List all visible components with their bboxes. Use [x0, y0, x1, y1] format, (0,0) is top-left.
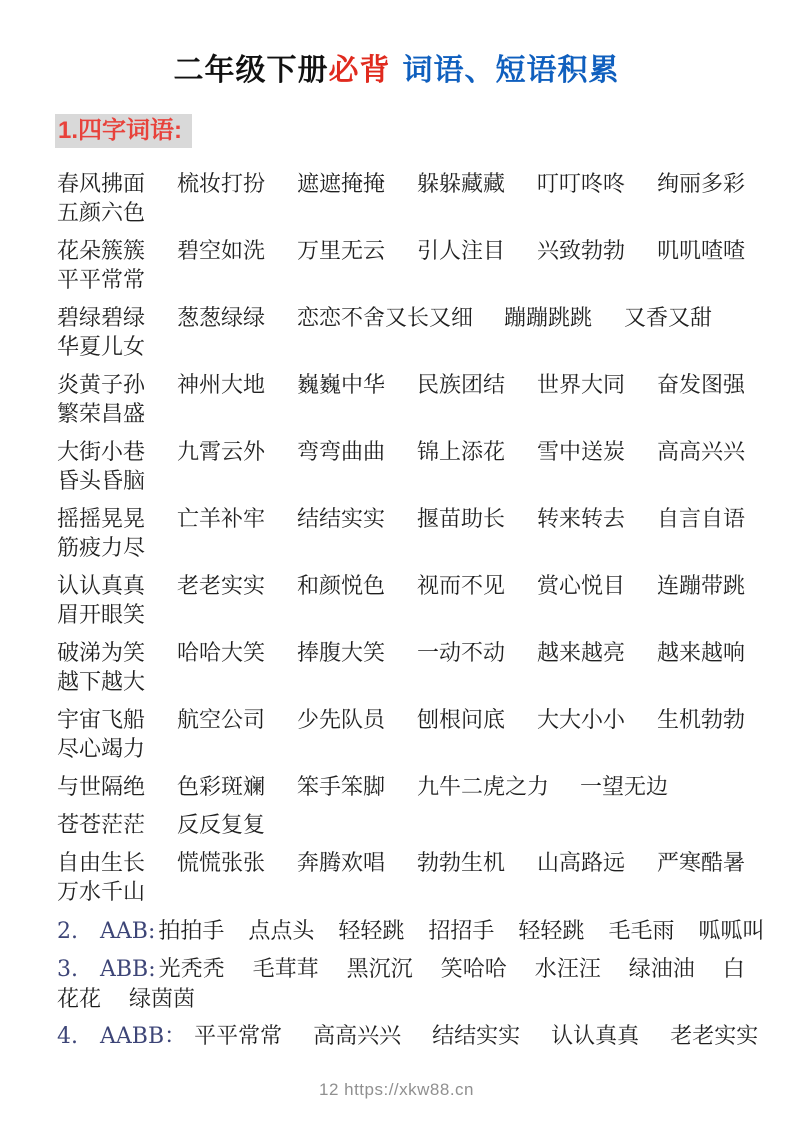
word-item: 结结实实 — [297, 506, 386, 531]
word-item: 高高兴兴 — [657, 439, 746, 464]
word-item: 赏心悦目 — [537, 573, 626, 598]
word-item: 勃勃生机 — [417, 850, 506, 875]
word-line — [57, 169, 793, 198]
word-item: 水汪汪 — [534, 956, 601, 981]
word-item: 转来转去 — [537, 506, 626, 531]
word-item: 尽心竭力 — [57, 736, 146, 761]
word-group — [57, 437, 793, 495]
title-part-grade: 二年级下册 — [173, 54, 329, 87]
word-item: 神州大地 — [177, 372, 266, 397]
word-item: 蹦蹦跳跳 — [504, 305, 593, 330]
word-item: 绿茵茵 — [129, 986, 196, 1011]
word-item: 点点头 — [248, 918, 315, 943]
word-item: 呱呱叫 — [698, 918, 765, 943]
pattern-line — [57, 916, 793, 946]
word-item: 一动不动 — [417, 640, 506, 665]
word-item: 摇摇晃晃 — [57, 506, 146, 531]
word-item: 招招手 — [428, 918, 495, 943]
word-item: 炎黄子孙 — [57, 372, 146, 397]
section-heading-row — [55, 114, 793, 148]
word-item: 和颜悦色 — [297, 573, 386, 598]
word-group — [57, 236, 793, 294]
word-group — [57, 638, 793, 696]
pattern-number: 4. — [57, 1024, 78, 1049]
word-line — [57, 370, 793, 399]
word-line — [57, 705, 793, 734]
word-item: 绿油油 — [628, 956, 695, 981]
word-line — [57, 198, 793, 227]
word-item: 轻轻跳 — [338, 918, 405, 943]
word-item: 九牛二虎之力 — [417, 774, 550, 799]
four-char-word-list — [57, 169, 793, 906]
title-part-must-memorize: 必背 — [328, 54, 391, 87]
word-item: 世界大同 — [537, 372, 626, 397]
word-item: 破涕为笑 — [57, 640, 146, 665]
pattern-number: 2. — [57, 919, 78, 944]
word-item: 五颜六色 — [57, 200, 146, 225]
word-group — [57, 772, 793, 801]
word-item: 自言自语 — [657, 506, 746, 531]
word-group — [57, 504, 793, 562]
word-item: 反反复复 — [177, 812, 266, 837]
word-item: 高高兴兴 — [313, 1023, 402, 1048]
word-group — [57, 848, 793, 906]
word-item: 越来越亮 — [537, 640, 626, 665]
word-item: 毛毛雨 — [608, 918, 675, 943]
word-item: 认认真真 — [551, 1023, 640, 1048]
word-item: 眉开眼笑 — [57, 602, 146, 627]
word-item: 苍苍茫茫 — [57, 812, 146, 837]
word-item: 哈哈大笑 — [177, 640, 266, 665]
footer-text: 12 https://xkw88.cn — [318, 1080, 475, 1099]
word-item: 恋恋不舍又长又细 — [297, 305, 474, 330]
word-item: 山高路远 — [537, 850, 626, 875]
word-line — [57, 265, 793, 294]
word-item: 拍拍手 — [158, 918, 225, 943]
word-item: 引人注目 — [417, 238, 506, 263]
word-item: 捧腹大笑 — [297, 640, 386, 665]
word-item: 连蹦带跳 — [657, 573, 746, 598]
word-item: 弯弯曲曲 — [297, 439, 386, 464]
word-item: 少先队员 — [297, 707, 386, 732]
word-line — [57, 466, 793, 495]
word-item: 越下越大 — [57, 669, 146, 694]
pattern-section-aabb — [57, 1021, 793, 1051]
word-item: 华夏儿女 — [57, 334, 146, 359]
word-group — [57, 571, 793, 629]
word-line — [57, 877, 793, 906]
word-item: 碧空如洗 — [177, 238, 266, 263]
word-line — [57, 533, 793, 562]
word-item: 认认真真 — [57, 573, 146, 598]
word-line — [57, 437, 793, 466]
word-item: 兴致勃勃 — [537, 238, 626, 263]
word-item: 叽叽喳喳 — [657, 238, 746, 263]
word-item: 又香又甜 — [624, 305, 713, 330]
word-item: 与世隔绝 — [57, 774, 146, 799]
word-item: 大街小巷 — [57, 439, 146, 464]
section-heading-four-char-words: 1.四字词语: — [55, 114, 192, 148]
word-line — [57, 667, 793, 696]
word-item: 万里无云 — [297, 238, 386, 263]
word-item: 春风拂面 — [57, 171, 146, 196]
word-item: 白 — [722, 956, 745, 981]
pattern-sections — [57, 916, 793, 1051]
word-line — [57, 504, 793, 533]
word-item: 梳妆打扮 — [177, 171, 266, 196]
page-title — [0, 0, 793, 90]
word-item: 航空公司 — [177, 707, 266, 732]
word-item: 笑哈哈 — [440, 956, 507, 981]
word-item: 毛茸茸 — [252, 956, 319, 981]
pattern-line — [57, 1021, 793, 1051]
word-item: 色彩斑斓 — [177, 774, 266, 799]
word-group — [57, 705, 793, 763]
word-line — [57, 236, 793, 265]
word-item: 一望无边 — [580, 774, 669, 799]
pattern-label: ABB: — [100, 957, 156, 982]
word-item: 刨根问底 — [417, 707, 506, 732]
word-item: 民族团结 — [417, 372, 506, 397]
word-item: 生机勃勃 — [657, 707, 746, 732]
word-item: 碧绿碧绿 — [57, 305, 146, 330]
word-item: 巍巍中华 — [297, 372, 386, 397]
word-item: 平平常常 — [57, 267, 146, 292]
pattern-number: 3. — [57, 957, 78, 982]
title-part-words-phrases: 词语、短语积累 — [402, 54, 620, 87]
word-item: 光秃秃 — [158, 956, 225, 981]
word-item: 筋疲力尽 — [57, 535, 146, 560]
word-item: 昏头昏脑 — [57, 468, 146, 493]
page-footer — [0, 1080, 793, 1100]
word-line — [57, 399, 793, 428]
word-item: 叮叮咚咚 — [537, 171, 626, 196]
word-item: 越来越响 — [657, 640, 746, 665]
word-item: 万水千山 — [57, 879, 146, 904]
word-item: 躲躲藏藏 — [417, 171, 506, 196]
word-item: 遮遮掩掩 — [297, 171, 386, 196]
word-group — [57, 303, 793, 361]
word-line — [57, 571, 793, 600]
word-item: 亡羊补牢 — [177, 506, 266, 531]
word-item: 结结实实 — [432, 1023, 521, 1048]
pattern-section-abb — [57, 954, 793, 1013]
word-item: 绚丽多彩 — [657, 171, 746, 196]
word-item: 黑沉沉 — [346, 956, 413, 981]
word-item: 老老实实 — [670, 1023, 759, 1048]
word-line — [57, 848, 793, 877]
word-item: 锦上添花 — [417, 439, 506, 464]
word-item: 葱葱绿绿 — [177, 305, 266, 330]
word-item: 慌慌张张 — [177, 850, 266, 875]
word-item: 雪中送炭 — [537, 439, 626, 464]
word-item: 奔腾欢唱 — [297, 850, 386, 875]
word-item: 平平常常 — [194, 1023, 283, 1048]
word-item: 九霄云外 — [177, 439, 266, 464]
word-group — [57, 810, 793, 839]
word-item: 大大小小 — [537, 707, 626, 732]
word-line — [57, 772, 793, 801]
pattern-line — [57, 954, 793, 984]
pattern-label: AAB: — [100, 919, 156, 944]
word-item: 笨手笨脚 — [297, 774, 386, 799]
word-item: 花花 — [57, 986, 102, 1011]
word-line — [57, 332, 793, 361]
word-line — [57, 638, 793, 667]
word-line — [57, 810, 793, 839]
word-line — [57, 303, 793, 332]
pattern-label: AABB： — [100, 1024, 187, 1049]
word-line — [57, 600, 793, 629]
pattern-line — [57, 984, 793, 1013]
word-item: 视而不见 — [417, 573, 506, 598]
word-item: 花朵簇簇 — [57, 238, 146, 263]
word-item: 揠苗助长 — [417, 506, 506, 531]
word-item: 宇宙飞船 — [57, 707, 146, 732]
word-group — [57, 370, 793, 428]
word-item: 奋发图强 — [657, 372, 746, 397]
word-item: 自由生长 — [57, 850, 146, 875]
word-line — [57, 734, 793, 763]
word-item: 严寒酷暑 — [657, 850, 746, 875]
pattern-section-aab — [57, 916, 793, 946]
word-item: 老老实实 — [177, 573, 266, 598]
word-group — [57, 169, 793, 227]
word-item: 轻轻跳 — [518, 918, 585, 943]
word-item: 繁荣昌盛 — [57, 401, 146, 426]
